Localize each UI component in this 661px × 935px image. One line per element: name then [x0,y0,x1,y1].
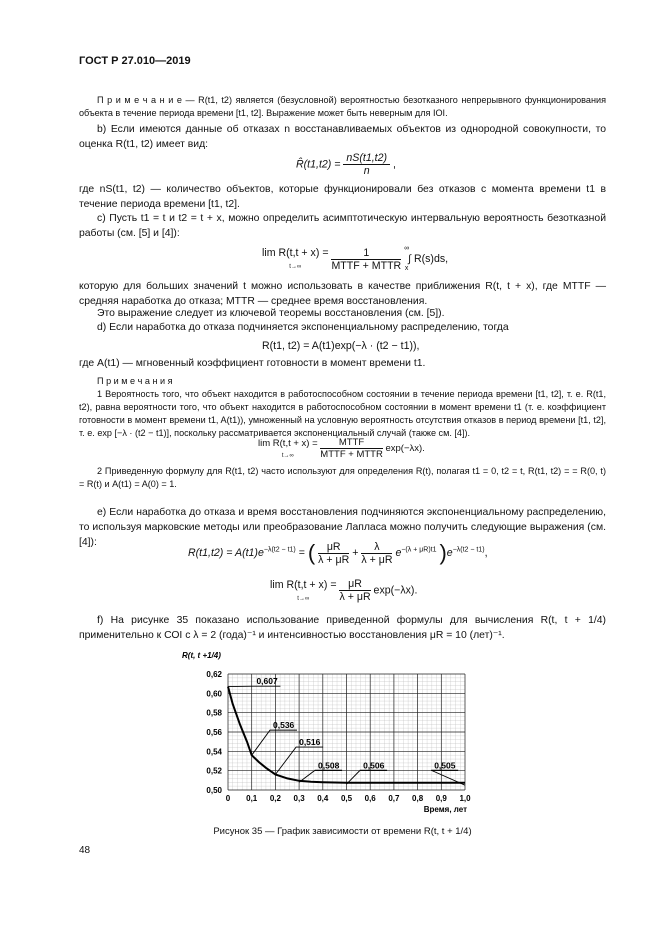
formula-e1-tail: e [446,546,453,559]
y-tick-label: 0,50 [206,786,222,795]
formula-c [262,244,448,274]
formula-b-den: n [363,165,370,177]
formula-b-tail: , [393,158,396,171]
x-tick-label: 0 [225,794,231,803]
formula-e2-sub: t→∞ [297,595,310,602]
x-tick-label: 0,9 [435,794,447,803]
note-1-label: П р и м е ч а н и е [97,95,182,105]
notes-2-n2: 2 Приведенную формулу для R(t1, t2) часто используют для определения R(t), полагая t1 = 0, t2 = t, R(t1, t2) = = R(0, t) = R(t) и A(t1) = A(0) = 1. [79,466,606,489]
formula-e2-num: μR [339,578,370,591]
para-c: c) Пусть t1 = t и t2 = t + x, можно определить асимптотическую интервальную вероятность безотказной работы (см. [5] и [4]): [79,213,606,239]
formula-d: R(t1, t2) = A(t1)exp(−λ · (t2 − t1)), [262,340,420,352]
formula-e2-den: λ + μR [339,591,371,603]
annotation-label: 0,505 [434,760,456,771]
formula-e1-den1: λ + μR [318,553,350,566]
x-tick-label: 1,0 [459,794,471,803]
formula-c-int-lower: x [404,265,409,272]
formula-notes [258,437,425,460]
annotation-label: 0,516 [299,737,321,748]
formula-c-int-upper: ∞ [404,245,410,252]
y-tick-label: 0,54 [206,747,222,757]
formula-b-num: nS(t1,t2) [343,152,390,165]
notes-2-label: П р и м е ч а н и я [97,376,173,386]
figure-35-chart [180,648,500,828]
formula-e1-num1: μR [318,541,349,554]
annotation-label: 0,607 [256,676,278,687]
formula-e1-end: , [484,546,488,559]
para-d-where: где A(t1) — мгновенный коэффициент готовности в момент времени t1. [79,358,426,369]
formula-e1-exp2: −(λ + μR)t1 [401,546,437,554]
formula-e1: $R(t1,t2) = A(t1)e^{-\lambda(t2 - t1)}$ = ( $\frac{\mu R}{\lambda + \mu R}$ + $\frac{\lambda}{\lambda + \mu R}$ $e^{-(\lambda + \mu R)t1}$ )$e^{-\lambda(t2 - t1)}$, [188,540,488,566]
formula-e2 [270,578,417,603]
formula-e1-exp3: −λ(t2 − t1) [452,546,485,554]
document-header: ГОСТ Р 27.010—2019 [79,55,191,67]
notes-2-n1: 1 Вероятность того, что объект находится в работоспособном состоянии в течение периода времени [t1, t2], т. е. R(t1, t2), равна вероятности того, что объект находится в работоспособном состоянии в момент времени t1 (т. е. коэффициент готовности в момент времени t1, A(t1)), умноженный на условную вероятность отсутствия отказов в период времени [t1, t2], т. е. exp [−λ · (t2 − t1)], поскольку рассматривается экспоненциальный случай (также см. [4]). [79,389,606,438]
formula-e1-exp: −λ(t2 − t1) [263,546,296,554]
formula-c-lhs: lim R(t,t + x) = [262,247,329,259]
formula-c-den: MTTF + MTTR [331,259,402,272]
annotation-label: 0,508 [318,760,340,771]
formula-notes-lhs: lim R(t,t + x) = [258,437,318,449]
para-b-where: где nS(t1, t2) — количество объектов, которые функционировали без отказов с момента времени t1 в течение периода времени [t1, t2]. [79,184,606,210]
formula-b [296,152,396,177]
x-tick-label: 0,8 [412,794,424,803]
formula-b-lhs: R̂(t1,t2) = [296,158,341,171]
x-tick-label: 0,2 [269,794,281,803]
formula-notes-sub: t→∞ [281,452,294,459]
y-tick-label: 0,56 [206,728,222,737]
annotation-label: 0,536 [273,720,295,731]
para-e: e) Если наработка до отказа и время восстановления подчиняются экспоненциальному распределению, то используя марковские методы или преобразование Лапласа можно получить следующие выражения (см. [4]): [79,507,606,548]
formula-e1-plus: + [352,546,359,559]
x-tick-label: 0,6 [364,794,376,803]
y-tick-label: 0,52 [206,766,222,776]
formula-c-lim-sub: t→∞ [289,264,302,270]
formula-e1-lhs: R(t1,t2) = A(t1)e [188,546,264,559]
formula-notes-den: MTTF + MTTR [320,449,383,460]
formula-notes-num: MTTF [320,437,383,449]
formula-e1-den2: λ + μR [361,553,393,566]
para-c-after2: Это выражение следует из ключевой теоремы восстановления (см. [5]). [97,308,445,319]
page-number: 48 [79,845,91,856]
formula-e1-eq: = [298,546,305,559]
y-axis-label: R(t, t +1/4) [182,651,221,660]
x-axis-label: Время, лет [423,805,467,814]
x-tick-label: 0,1 [246,794,258,803]
para-b: b) Если имеются данные об отказах n восстанавливаемых объектов из однородной совокупности, то оценка R(t1, t2) имеет вид: [79,124,606,150]
figure-caption: Рисунок 35 — График зависимости от времени R(t, t + 1/4) [213,826,472,837]
para-f: f) На рисунке 35 показано использование приведенной формулы для вычисления R(t, t + 1/4) применительно к СОI с λ = 2 (года)⁻¹ и интенсивностью восстановления μR = 10 (лет)⁻¹. [79,615,606,641]
x-tick-label: 0,7 [388,794,400,803]
formula-c-num: 1 [331,247,401,260]
y-tick-label: 0,60 [206,689,222,699]
para-c-after1: которую для больших значений t можно использовать в качестве приближения R(t, t + x), где MTTF — средняя наработка до отказа; MTTR — среднее время восстановления. [79,281,606,307]
para-d: d) Если наработка до отказа подчиняется экспоненциальному распределению, тогда [97,322,509,333]
formula-e1-num2: λ [361,541,392,554]
formula-notes-tail: exp(−λx). [385,443,425,455]
x-tick-label: 0,4 [317,794,329,803]
y-tick-label: 0,58 [206,708,222,718]
formula-c-int: ∫ R(s)ds, [408,252,449,265]
note-1-text: — R(t1, t2) является (безусловной) вероятностью безотказного непрерывного функционирования объекта в течение периода времени [t1, t2]. Выражение может быть неверным для IOI. [79,95,606,118]
annotation-label: 0,506 [363,760,385,771]
x-tick-label: 0,5 [340,794,353,803]
formula-e2-tail: exp(−λx). [373,584,418,597]
note-1 [79,94,606,120]
formula-e2-lhs: lim R(t,t + x) = [270,578,337,591]
y-tick-label: 0,62 [206,670,222,679]
formula-e1-e: e [395,546,402,559]
x-tick-label: 0,3 [293,794,305,803]
